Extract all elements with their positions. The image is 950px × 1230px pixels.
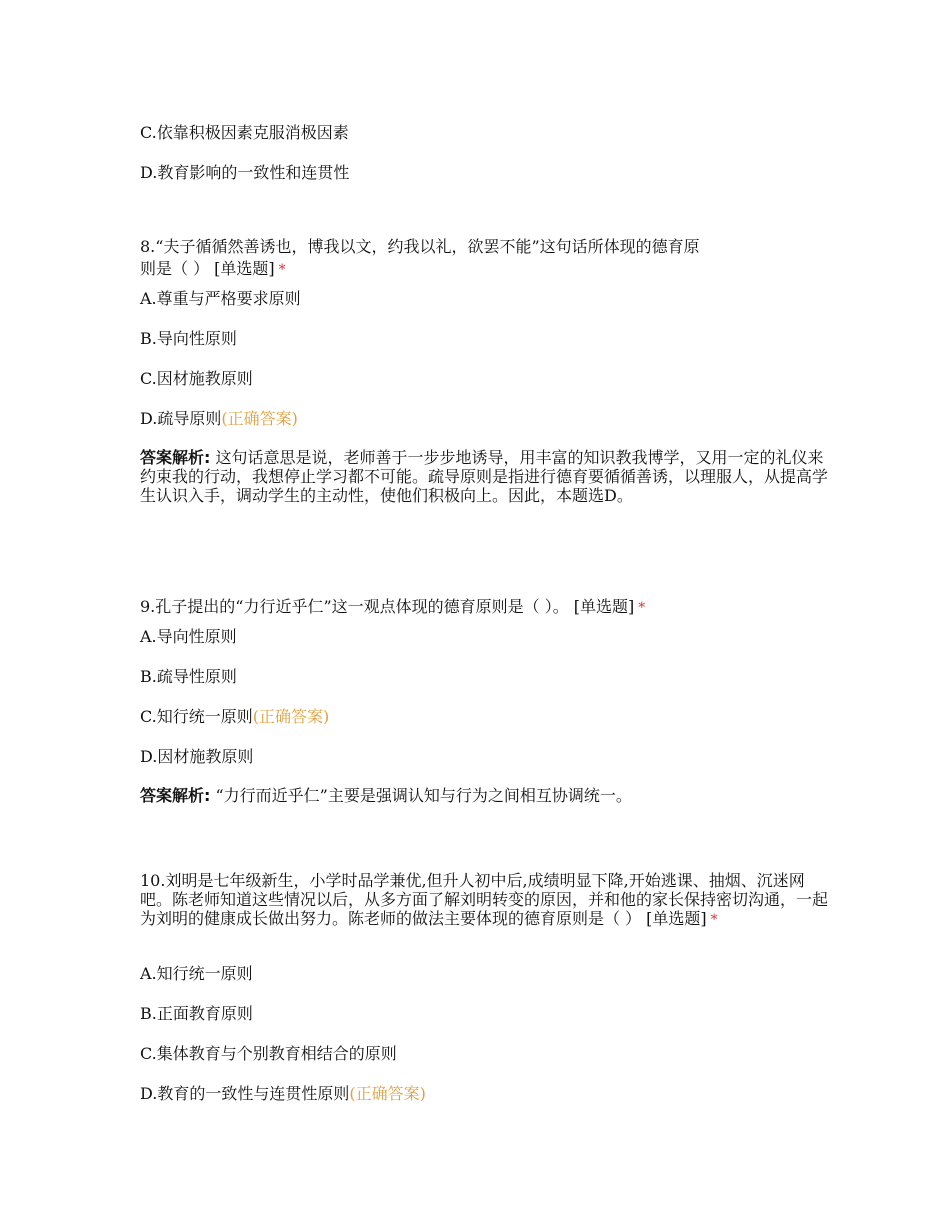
q9-option-d[interactable]: D.因材施教原则 <box>140 747 254 766</box>
q8-stem-line2 <box>140 259 286 280</box>
q10-option-c[interactable]: C.集体教育与个别教育相结合的原则 <box>140 1044 397 1063</box>
q9-option-a[interactable]: A.导向性原则 <box>140 627 237 646</box>
q9-analysis-text: “力行而近乎仁”主要是强调认知与行为之间相互协调统一。 <box>215 786 632 805</box>
q9-analysis <box>140 786 632 806</box>
q10-option-d-text: D.教育的一致性与连贯性原则 <box>140 1084 350 1103</box>
q10-correct-tag: (正确答案) <box>349 1084 426 1103</box>
q8-stem-text: 则是（ ） [单选题] <box>140 259 275 278</box>
q10-stem <box>140 871 830 930</box>
q10-required-mark: * <box>710 912 718 928</box>
q7-option-c[interactable]: C.依靠积极因素克服消极因素 <box>140 123 349 142</box>
q9-option-b[interactable]: B.疏导性原则 <box>140 667 237 686</box>
q9-stem-text: 9.孔子提出的“力行近乎仁”这一观点体现的德育原则是（ ）。 [单选题] <box>140 597 635 616</box>
q8-option-a[interactable]: A.尊重与严格要求原则 <box>140 289 301 308</box>
q8-required-mark: * <box>278 262 286 278</box>
q8-option-d[interactable] <box>140 409 298 429</box>
q9-analysis-label: 答案解析: <box>140 786 211 805</box>
q10-option-d[interactable] <box>140 1084 426 1104</box>
q9-stem-line <box>140 597 645 618</box>
q10-option-a[interactable]: A.知行统一原则 <box>140 964 253 983</box>
q9-option-c-text: C.知行统一原则 <box>140 707 253 726</box>
q9-required-mark: * <box>638 600 646 616</box>
q10-stem-text: 10.刘明是七年级新生，小学时品学兼优,但升人初中后,成绩明显下降,开始逃课、抽烟、沉迷网吧。陈老师知道这些情况以后，从多方面了解刘明转变的原因，并和他的家长保持密切沟通，一起为刘明的健康成长做出努力。陈老师的做法主要体现的德育原则是（ ） [单选题] <box>140 871 829 928</box>
q9-option-c[interactable] <box>140 707 329 727</box>
q10-option-b[interactable]: B.正面教育原则 <box>140 1004 253 1023</box>
q8-analysis <box>140 448 830 505</box>
q7-option-d[interactable]: D.教育影响的一致性和连贯性 <box>140 163 350 182</box>
q9-correct-tag: (正确答案) <box>252 707 330 726</box>
q8-analysis-label: 答案解析: <box>140 448 211 467</box>
q8-option-c[interactable]: C.因材施教原则 <box>140 369 253 388</box>
q8-analysis-text: 这句话意思是说，老师善于一步步地诱导，用丰富的知识教我博学，又用一定的礼仪来约束我的行动，我想停止学习都不可能。疏导原则是指进行德育要循循善诱，以理服人，从提高学生认识入手，调动学生的主动性，使他们积极向上。因此，本题选D。 <box>140 448 829 505</box>
q8-option-d-text: D.疏导原则 <box>140 409 222 428</box>
q8-option-b[interactable]: B.导向性原则 <box>140 329 237 348</box>
q8-correct-tag: (正确答案) <box>221 409 298 428</box>
q8-stem-line1: 8.“夫子循循然善诱也，博我以文，约我以礼，欲罢不能”这句话所体现的德育原 <box>140 237 700 256</box>
